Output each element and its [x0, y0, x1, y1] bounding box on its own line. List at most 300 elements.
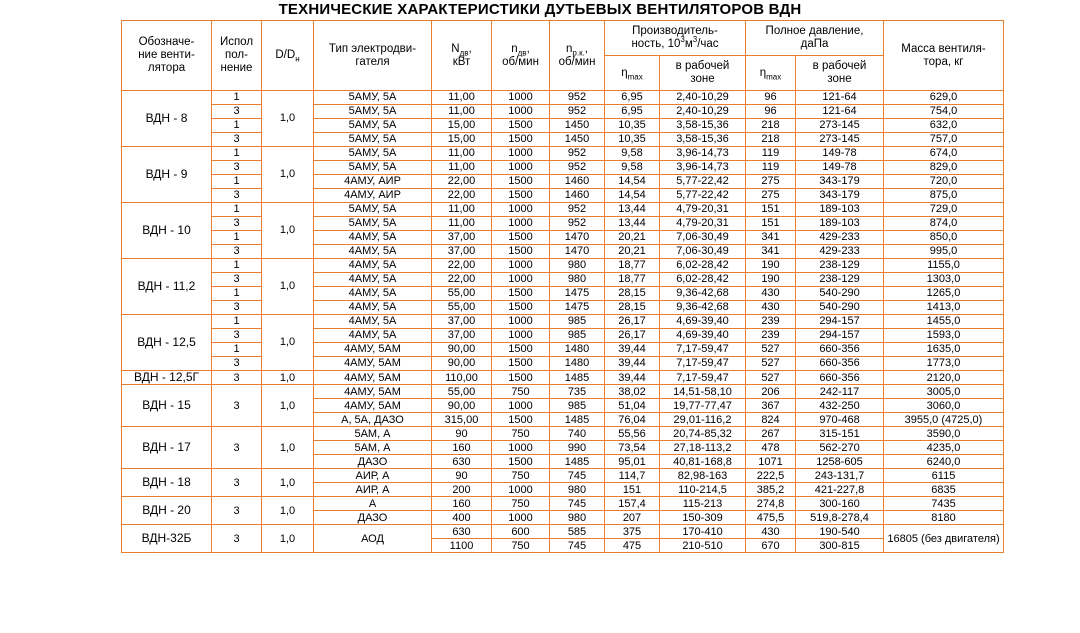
cell-productivity-eta-max: 28,15: [605, 287, 660, 301]
cell-motor-rpm: 1500: [492, 175, 550, 189]
cell-ispolnenie: 3: [212, 497, 262, 525]
col-header-motor-power: [432, 21, 492, 91]
cell-motor-type: 4АМУ, 5А: [314, 329, 432, 343]
cell-ispolnenie: 3: [212, 301, 262, 315]
cell-motor-rpm: 1500: [492, 357, 550, 371]
cell-impeller-rpm: 1485: [550, 455, 605, 469]
cell-motor-rpm: 750: [492, 469, 550, 483]
header-text: ,: [468, 42, 472, 55]
header-text: Производитель-: [632, 25, 718, 38]
cell-motor-power: 15,00: [432, 133, 492, 147]
table-header: [122, 21, 1004, 91]
cell-mass: 1455,0: [884, 315, 1004, 329]
cell-motor-type: 4АМУ, 5А: [314, 231, 432, 245]
cell-pressure-working-zone: 343-179: [796, 175, 884, 189]
cell-productivity-eta-max: 9,58: [605, 147, 660, 161]
cell-productivity-eta-max: 73,54: [605, 441, 660, 455]
cell-pressure-working-zone: 562-270: [796, 441, 884, 455]
cell-pressure-working-zone: 315-151: [796, 427, 884, 441]
cell-impeller-rpm: 1480: [550, 343, 605, 357]
cell-motor-type: 4АМУ, 5А: [314, 315, 432, 329]
cell-pressure-working-zone: 429-233: [796, 231, 884, 245]
cell-ispolnenie: 1: [212, 175, 262, 189]
cell-motor-rpm: 1000: [492, 91, 550, 105]
cell-impeller-rpm: 980: [550, 273, 605, 287]
cell-pressure-working-zone: 540-290: [796, 301, 884, 315]
cell-motor-power: 15,00: [432, 119, 492, 133]
col-header-dd: [262, 21, 314, 91]
cell-impeller-rpm: 745: [550, 469, 605, 483]
cell-impeller-rpm: 990: [550, 441, 605, 455]
header-sub: max: [627, 71, 643, 81]
cell-ispolnenie: 3: [212, 105, 262, 119]
cell-dd: 1,0: [262, 427, 314, 469]
cell-motor-type: АИР, А: [314, 483, 432, 497]
cell-ispolnenie: 1: [212, 315, 262, 329]
cell-pressure-working-zone: 540-290: [796, 287, 884, 301]
cell-motor-rpm: 1000: [492, 315, 550, 329]
cell-motor-rpm: 750: [492, 497, 550, 511]
cell-productivity-working-zone: 6,02-28,42: [660, 273, 746, 287]
cell-impeller-rpm: 952: [550, 161, 605, 175]
cell-pressure-eta-max: 527: [746, 357, 796, 371]
cell-ispolnenie: 3: [212, 469, 262, 497]
cell-pressure-eta-max: 275: [746, 175, 796, 189]
cell-productivity-working-zone: 3,58-15,36: [660, 119, 746, 133]
cell-productivity-working-zone: 210-510: [660, 539, 746, 553]
cell-pressure-eta-max: 274,8: [746, 497, 796, 511]
cell-motor-rpm: 1500: [492, 133, 550, 147]
cell-productivity-working-zone: 7,17-59,47: [660, 371, 746, 385]
cell-productivity-working-zone: 14,51-58,10: [660, 385, 746, 399]
cell-dd: 1,0: [262, 525, 314, 553]
cell-productivity-eta-max: 39,44: [605, 371, 660, 385]
table-row: [122, 469, 1004, 483]
cell-pressure-working-zone: 429-233: [796, 245, 884, 259]
cell-designation: ВДН - 12,5Г: [122, 371, 212, 385]
cell-productivity-working-zone: 3,96-14,73: [660, 147, 746, 161]
cell-impeller-rpm: 952: [550, 217, 605, 231]
cell-motor-rpm: 1500: [492, 119, 550, 133]
cell-motor-power: 22,00: [432, 175, 492, 189]
cell-motor-rpm: 1000: [492, 203, 550, 217]
cell-impeller-rpm: 1470: [550, 231, 605, 245]
header-sub: р.к.: [572, 47, 585, 57]
header-sub: н: [295, 54, 300, 64]
header-text: Испол: [219, 36, 254, 49]
cell-ispolnenie: 3: [212, 385, 262, 427]
cell-pressure-working-zone: 121-64: [796, 91, 884, 105]
cell-impeller-rpm: 952: [550, 91, 605, 105]
cell-productivity-eta-max: 18,77: [605, 273, 660, 287]
cell-motor-type: 4АМУ, 5АМ: [314, 343, 432, 357]
cell-impeller-rpm: 952: [550, 203, 605, 217]
header-text: n: [511, 42, 518, 55]
cell-motor-power: 11,00: [432, 147, 492, 161]
cell-motor-rpm: 1000: [492, 329, 550, 343]
cell-pressure-working-zone: 243-131,7: [796, 469, 884, 483]
cell-pressure-eta-max: 430: [746, 287, 796, 301]
cell-pressure-working-zone: 294-157: [796, 315, 884, 329]
cell-motor-type: АИР, А: [314, 469, 432, 483]
cell-pressure-eta-max: 478: [746, 441, 796, 455]
cell-pressure-working-zone: 242-117: [796, 385, 884, 399]
cell-motor-power: 11,00: [432, 203, 492, 217]
cell-productivity-eta-max: 10,35: [605, 119, 660, 133]
cell-productivity-eta-max: 39,44: [605, 343, 660, 357]
cell-productivity-eta-max: 14,54: [605, 175, 660, 189]
cell-mass: 995,0: [884, 245, 1004, 259]
cell-pressure-eta-max: 96: [746, 91, 796, 105]
cell-pressure-eta-max: 239: [746, 329, 796, 343]
header-text: η: [621, 66, 628, 79]
table-row: [122, 525, 1004, 539]
cell-pressure-eta-max: 218: [746, 133, 796, 147]
cell-productivity-working-zone: 9,36-42,68: [660, 287, 746, 301]
cell-motor-power: 55,00: [432, 301, 492, 315]
cell-motor-rpm: 1000: [492, 217, 550, 231]
table-row: [122, 343, 1004, 357]
cell-dd: 1,0: [262, 469, 314, 497]
cell-pressure-working-zone: 294-157: [796, 329, 884, 343]
cell-motor-power: 160: [432, 441, 492, 455]
cell-pressure-working-zone: 149-78: [796, 147, 884, 161]
cell-motor-type: 4АМУ, 5А: [314, 259, 432, 273]
cell-mass: 850,0: [884, 231, 1004, 245]
header-text: в рабочей: [812, 60, 867, 73]
cell-motor-power: 55,00: [432, 287, 492, 301]
cell-designation: ВДН - 17: [122, 427, 212, 469]
cell-impeller-rpm: 1480: [550, 357, 605, 371]
cell-motor-rpm: 1000: [492, 259, 550, 273]
cell-motor-rpm: 1000: [492, 511, 550, 525]
cell-motor-type: А: [314, 497, 432, 511]
col-header-pressure: [746, 21, 884, 56]
col-header-eta-max-productivity: [605, 56, 660, 91]
cell-motor-type: 4АМУ, 5АМ: [314, 371, 432, 385]
col-header-impeller-rpm: [550, 21, 605, 91]
cell-motor-rpm: 1500: [492, 343, 550, 357]
cell-productivity-eta-max: 95,01: [605, 455, 660, 469]
cell-productivity-working-zone: 115-213: [660, 497, 746, 511]
table-row: [122, 329, 1004, 343]
cell-pressure-eta-max: 190: [746, 273, 796, 287]
cell-pressure-eta-max: 239: [746, 315, 796, 329]
table-row: [122, 189, 1004, 203]
header-text: /час: [697, 38, 719, 50]
cell-motor-type: 4АМУ, 5АМ: [314, 385, 432, 399]
table-row: [122, 301, 1004, 315]
col-header-motor-type: [314, 21, 432, 91]
cell-productivity-eta-max: 6,95: [605, 91, 660, 105]
cell-impeller-rpm: 952: [550, 105, 605, 119]
cell-productivity-working-zone: 6,02-28,42: [660, 259, 746, 273]
header-text: Обозначе-: [138, 36, 195, 49]
cell-productivity-working-zone: 110-214,5: [660, 483, 746, 497]
cell-mass: 3005,0: [884, 385, 1004, 399]
cell-motor-type: 5АМУ, 5А: [314, 119, 432, 133]
cell-pressure-eta-max: 527: [746, 343, 796, 357]
cell-pressure-eta-max: 119: [746, 147, 796, 161]
cell-mass: 3955,0 (4725,0): [884, 413, 1004, 427]
cell-motor-rpm: 1000: [492, 273, 550, 287]
cell-motor-power: 90: [432, 469, 492, 483]
cell-mass: 757,0: [884, 133, 1004, 147]
cell-mass: 632,0: [884, 119, 1004, 133]
cell-motor-rpm: 1000: [492, 399, 550, 413]
header-sub: дв: [517, 47, 527, 57]
cell-motor-type: 4АМУ, 5А: [314, 301, 432, 315]
table-row: [122, 147, 1004, 161]
table-body: [122, 91, 1004, 553]
table-row: [122, 273, 1004, 287]
cell-motor-rpm: 1000: [492, 147, 550, 161]
cell-ispolnenie: 3: [212, 357, 262, 371]
cell-motor-rpm: 600: [492, 525, 550, 539]
cell-pressure-eta-max: 475,5: [746, 511, 796, 525]
cell-mass: 1593,0: [884, 329, 1004, 343]
cell-productivity-working-zone: 29,01-116,2: [660, 413, 746, 427]
cell-motor-power: 55,00: [432, 385, 492, 399]
table-row: [122, 203, 1004, 217]
page-title: ТЕХНИЧЕСКИЕ ХАРАКТЕРИСТИКИ ДУТЬЕВЫХ ВЕНТИЛЯТОРОВ ВДН: [278, 1, 802, 18]
cell-ispolnenie: 1: [212, 259, 262, 273]
cell-pressure-working-zone: 660-356: [796, 371, 884, 385]
cell-pressure-working-zone: 238-129: [796, 273, 884, 287]
cell-productivity-eta-max: 51,04: [605, 399, 660, 413]
cell-productivity-eta-max: 475: [605, 539, 660, 553]
cell-impeller-rpm: 985: [550, 315, 605, 329]
header-text: гателя: [355, 55, 390, 68]
table-row: [122, 259, 1004, 273]
cell-pressure-eta-max: 190: [746, 259, 796, 273]
cell-pressure-eta-max: 367: [746, 399, 796, 413]
cell-impeller-rpm: 985: [550, 329, 605, 343]
cell-mass: 1773,0: [884, 357, 1004, 371]
header-row-1: [122, 21, 1004, 56]
cell-motor-power: 11,00: [432, 161, 492, 175]
cell-productivity-eta-max: 20,21: [605, 231, 660, 245]
spec-table: [121, 20, 1004, 553]
cell-mass: 674,0: [884, 147, 1004, 161]
cell-productivity-eta-max: 157,4: [605, 497, 660, 511]
cell-productivity-working-zone: 19,77-77,47: [660, 399, 746, 413]
cell-ispolnenie: 3: [212, 329, 262, 343]
cell-productivity-working-zone: 4,69-39,40: [660, 329, 746, 343]
cell-impeller-rpm: 585: [550, 525, 605, 539]
cell-impeller-rpm: 980: [550, 483, 605, 497]
cell-productivity-working-zone: 170-410: [660, 525, 746, 539]
cell-ispolnenie: 3: [212, 245, 262, 259]
cell-ispolnenie: 3: [212, 133, 262, 147]
header-text: зоне: [690, 73, 715, 85]
cell-motor-type: ДАЗО: [314, 455, 432, 469]
cell-productivity-eta-max: 6,95: [605, 105, 660, 119]
cell-motor-type: 4АМУ, 5А: [314, 273, 432, 287]
cell-designation: ВДН - 20: [122, 497, 212, 525]
header-text: лятора: [147, 61, 186, 74]
cell-impeller-rpm: 1470: [550, 245, 605, 259]
cell-motor-power: 160: [432, 497, 492, 511]
cell-motor-power: 11,00: [432, 91, 492, 105]
cell-pressure-eta-max: 341: [746, 245, 796, 259]
cell-mass: 4235,0: [884, 441, 1004, 455]
cell-ispolnenie: 1: [212, 91, 262, 105]
cell-productivity-working-zone: 9,36-42,68: [660, 301, 746, 315]
cell-productivity-eta-max: 114,7: [605, 469, 660, 483]
cell-pressure-working-zone: 238-129: [796, 259, 884, 273]
header-sub: max: [766, 71, 782, 81]
cell-pressure-eta-max: 670: [746, 539, 796, 553]
header-text: зоне: [827, 73, 852, 85]
cell-motor-power: 315,00: [432, 413, 492, 427]
cell-pressure-eta-max: 218: [746, 119, 796, 133]
cell-motor-power: 110,00: [432, 371, 492, 385]
cell-impeller-rpm: 1485: [550, 413, 605, 427]
cell-productivity-working-zone: 4,79-20,31: [660, 217, 746, 231]
cell-pressure-eta-max: 341: [746, 231, 796, 245]
cell-productivity-working-zone: 7,06-30,49: [660, 231, 746, 245]
cell-ispolnenie: 3: [212, 525, 262, 553]
cell-motor-type: 5АМУ, 5А: [314, 203, 432, 217]
header-text: ,: [526, 42, 530, 55]
cell-motor-rpm: 1500: [492, 189, 550, 203]
cell-productivity-eta-max: 9,58: [605, 161, 660, 175]
cell-impeller-rpm: 980: [550, 511, 605, 525]
cell-dd: 1,0: [262, 315, 314, 371]
cell-pressure-working-zone: 273-145: [796, 119, 884, 133]
cell-productivity-working-zone: 20,74-85,32: [660, 427, 746, 441]
header-text: Масса вентиля-: [901, 42, 986, 55]
cell-motor-type: ДАЗО: [314, 511, 432, 525]
cell-designation: ВДН - 9: [122, 147, 212, 203]
table-row: [122, 497, 1004, 511]
header-text: Полное давление,: [765, 25, 864, 38]
cell-motor-power: 37,00: [432, 231, 492, 245]
cell-pressure-eta-max: 824: [746, 413, 796, 427]
cell-motor-rpm: 1500: [492, 287, 550, 301]
cell-productivity-working-zone: 82,98-163: [660, 469, 746, 483]
cell-impeller-rpm: 980: [550, 259, 605, 273]
cell-motor-power: 22,00: [432, 189, 492, 203]
cell-ispolnenie: 1: [212, 343, 262, 357]
cell-motor-rpm: 1500: [492, 455, 550, 469]
cell-motor-type: 4АМУ, 5А: [314, 287, 432, 301]
cell-motor-type: 5АМУ, 5А: [314, 133, 432, 147]
cell-mass: 7435: [884, 497, 1004, 511]
header-text: n: [565, 42, 573, 55]
header-text: Тип электродви-: [328, 42, 417, 55]
cell-productivity-eta-max: 20,21: [605, 245, 660, 259]
cell-mass: 3060,0: [884, 399, 1004, 413]
cell-mass: 754,0: [884, 105, 1004, 119]
cell-motor-power: 90,00: [432, 399, 492, 413]
cell-pressure-working-zone: 970-468: [796, 413, 884, 427]
header-text: нение: [220, 61, 253, 74]
cell-productivity-eta-max: 26,17: [605, 315, 660, 329]
cell-productivity-working-zone: 5,77-22,42: [660, 175, 746, 189]
cell-impeller-rpm: 740: [550, 427, 605, 441]
cell-motor-type: 4АМУ, 5А: [314, 245, 432, 259]
cell-motor-type: 4АМУ, АИР: [314, 175, 432, 189]
cell-productivity-working-zone: 2,40-10,29: [660, 105, 746, 119]
cell-motor-rpm: 1000: [492, 105, 550, 119]
table-row: [122, 231, 1004, 245]
cell-pressure-eta-max: 275: [746, 189, 796, 203]
table-row: [122, 427, 1004, 441]
cell-designation: ВДН - 11,2: [122, 259, 212, 315]
table-row: [122, 385, 1004, 399]
table-row: [122, 175, 1004, 189]
cell-ispolnenie: 3: [212, 189, 262, 203]
cell-productivity-eta-max: 18,77: [605, 259, 660, 273]
cell-motor-type: 5АМУ, 5А: [314, 161, 432, 175]
table-row: [122, 245, 1004, 259]
col-header-working-zone-pressure: [796, 56, 884, 91]
cell-productivity-eta-max: 39,44: [605, 357, 660, 371]
cell-motor-rpm: 1000: [492, 161, 550, 175]
cell-productivity-working-zone: 3,58-15,36: [660, 133, 746, 147]
cell-impeller-rpm: 1475: [550, 287, 605, 301]
col-header-motor-rpm: [492, 21, 550, 91]
table-row: [122, 161, 1004, 175]
cell-pressure-eta-max: 206: [746, 385, 796, 399]
header-text: кВт: [452, 55, 471, 68]
cell-impeller-rpm: 745: [550, 539, 605, 553]
cell-mass: 1413,0: [884, 301, 1004, 315]
cell-pressure-eta-max: 96: [746, 105, 796, 119]
cell-pressure-eta-max: 1071: [746, 455, 796, 469]
cell-mass: 6115: [884, 469, 1004, 483]
cell-ispolnenie: 3: [212, 427, 262, 469]
cell-pressure-working-zone: 343-179: [796, 189, 884, 203]
cell-productivity-working-zone: 7,06-30,49: [660, 245, 746, 259]
header-text: ние венти-: [138, 49, 195, 62]
cell-mass: 6240,0: [884, 455, 1004, 469]
cell-mass: 629,0: [884, 91, 1004, 105]
cell-mass: 8180: [884, 511, 1004, 525]
cell-motor-type: 5АМ, А: [314, 441, 432, 455]
cell-pressure-eta-max: 151: [746, 203, 796, 217]
cell-designation: ВДН - 8: [122, 91, 212, 147]
cell-impeller-rpm: 1450: [550, 133, 605, 147]
cell-productivity-eta-max: 76,04: [605, 413, 660, 427]
cell-pressure-working-zone: 421-227,8: [796, 483, 884, 497]
cell-designation: ВДН - 10: [122, 203, 212, 259]
header-text: N: [451, 42, 460, 55]
cell-pressure-eta-max: 430: [746, 525, 796, 539]
cell-pressure-working-zone: 519,8-278,4: [796, 511, 884, 525]
cell-impeller-rpm: 1475: [550, 301, 605, 315]
cell-productivity-eta-max: 14,54: [605, 189, 660, 203]
cell-mass: 1155,0: [884, 259, 1004, 273]
col-header-eta-max-pressure: [746, 56, 796, 91]
cell-impeller-rpm: 1485: [550, 371, 605, 385]
cell-designation: ВДН-32Б: [122, 525, 212, 553]
cell-ispolnenie: 1: [212, 119, 262, 133]
cell-motor-power: 630: [432, 525, 492, 539]
cell-dd: 1,0: [262, 91, 314, 147]
cell-motor-power: 22,00: [432, 259, 492, 273]
cell-impeller-rpm: 1450: [550, 119, 605, 133]
cell-dd: 1,0: [262, 497, 314, 525]
cell-mass: 16805 (без двигателя): [884, 525, 1004, 553]
header-text: пол-: [225, 49, 248, 62]
cell-productivity-eta-max: 13,44: [605, 217, 660, 231]
cell-productivity-working-zone: 4,79-20,31: [660, 203, 746, 217]
cell-ispolnenie: 3: [212, 273, 262, 287]
cell-dd: 1,0: [262, 147, 314, 203]
